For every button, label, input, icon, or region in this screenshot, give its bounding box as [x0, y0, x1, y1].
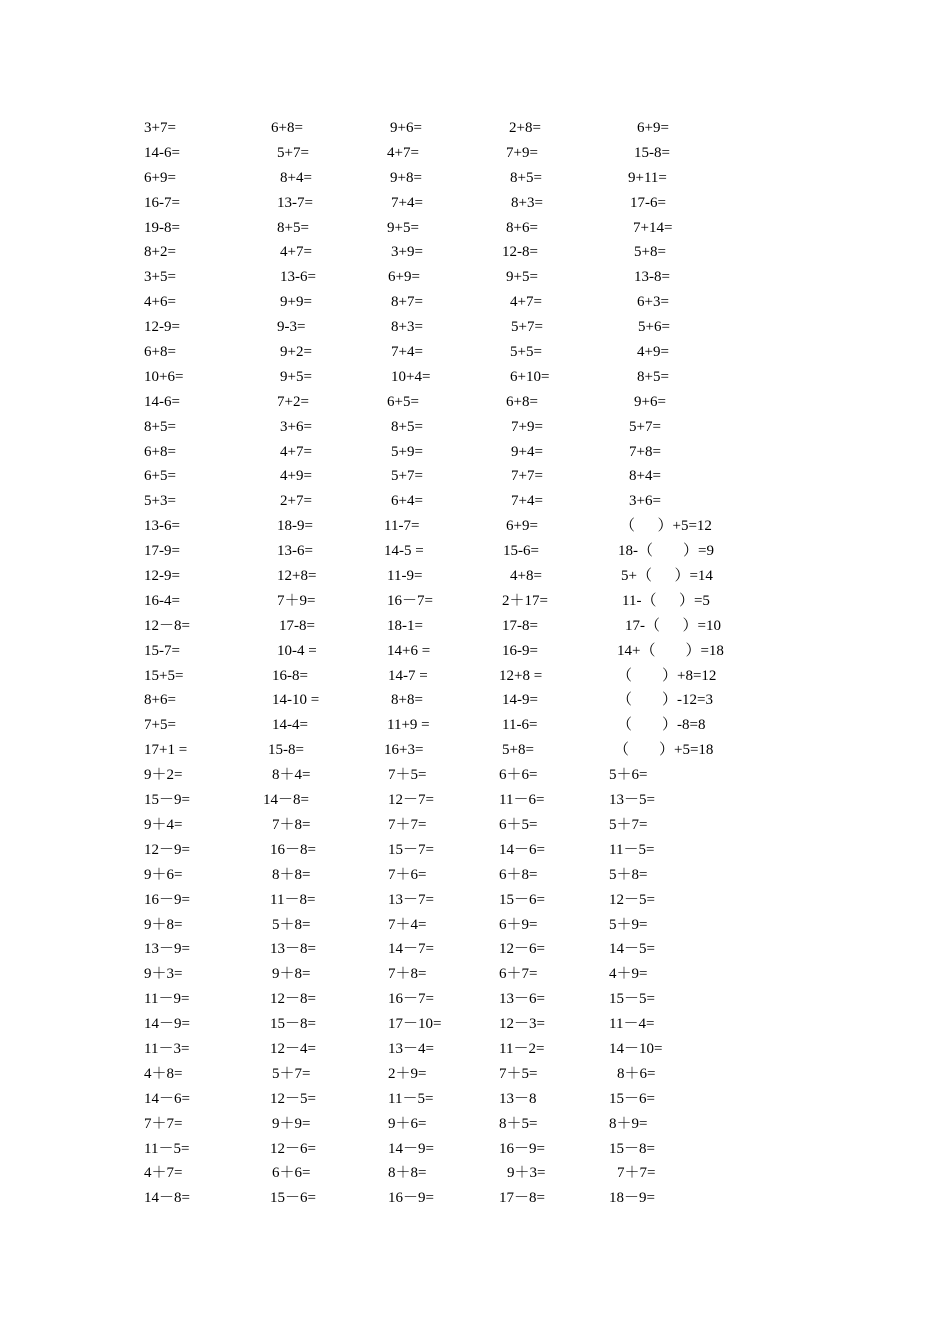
- math-problem: 11－5=: [388, 1090, 434, 1107]
- math-problem: 3+9=: [391, 244, 423, 261]
- math-problem: 16-9=: [502, 642, 538, 659]
- math-problem: 13-6=: [144, 518, 180, 535]
- math-problem: 8＋8=: [272, 866, 311, 883]
- math-problem: 11-9=: [387, 568, 423, 585]
- math-problem: 13－9=: [144, 941, 190, 958]
- worksheet-row: [0, 713, 950, 738]
- worksheet-row: [0, 1037, 950, 1062]
- math-problem: 15-6=: [503, 543, 539, 560]
- math-problem: 12－5=: [609, 891, 655, 908]
- worksheet-row: [0, 1012, 950, 1037]
- math-problem: 11－8=: [270, 891, 316, 908]
- math-problem: 16-4=: [144, 592, 180, 609]
- math-problem: 3+6=: [280, 418, 312, 435]
- math-problem: 7＋9=: [277, 592, 316, 609]
- math-problem: 11－6=: [499, 792, 545, 809]
- math-problem: 15－8=: [609, 1140, 655, 1157]
- math-problem: 10-4 =: [277, 642, 317, 659]
- math-problem: 8＋6=: [617, 1065, 656, 1082]
- math-problem: 11－3=: [144, 1040, 190, 1057]
- math-problem: 5＋7=: [272, 1065, 311, 1082]
- worksheet-row: [0, 141, 950, 166]
- math-problem: 12+8=: [277, 568, 317, 585]
- math-problem: 8+6=: [144, 692, 176, 709]
- math-problem: 13－7=: [388, 891, 434, 908]
- math-problem: 9+11=: [628, 169, 667, 186]
- math-problem: 8＋9=: [609, 1115, 648, 1132]
- math-problem: 5+7=: [629, 418, 661, 435]
- math-problem: 18-9=: [277, 518, 313, 535]
- math-problem: 4+7=: [387, 144, 419, 161]
- math-problem: 11-（ ）=5: [622, 592, 710, 609]
- math-problem: 5＋6=: [609, 767, 648, 784]
- math-problem: 16－8=: [270, 841, 316, 858]
- math-problem: 10+6=: [144, 368, 184, 385]
- math-problem: 8+3=: [391, 319, 423, 336]
- worksheet-row: [0, 863, 950, 888]
- math-problem: 9＋6=: [388, 1115, 427, 1132]
- math-problem: 9＋2=: [144, 767, 183, 784]
- math-problem: 5+7=: [277, 144, 309, 161]
- worksheet-row: [0, 489, 950, 514]
- math-problem: 4+8=: [510, 568, 542, 585]
- math-problem: 16-8=: [272, 667, 308, 684]
- math-problem: 5+8=: [634, 244, 666, 261]
- math-problem: 13-6=: [277, 543, 313, 560]
- math-problem: 6+3=: [637, 294, 669, 311]
- math-problem: 5＋9=: [609, 916, 648, 933]
- worksheet-row: [0, 639, 950, 664]
- worksheet-row: [0, 340, 950, 365]
- math-problem: 17+1 =: [144, 742, 188, 759]
- math-problem: 14-9=: [502, 692, 538, 709]
- math-problem: 16－7=: [387, 592, 433, 609]
- math-problem: 12+8 =: [499, 667, 543, 684]
- math-problem: 7＋7=: [144, 1115, 183, 1132]
- math-problem: 7+9=: [511, 418, 543, 435]
- math-problem: 14+（ ）=18: [617, 642, 724, 659]
- math-problem: 4＋9=: [609, 966, 648, 983]
- math-problem: 15-7=: [144, 642, 180, 659]
- worksheet-row: [0, 614, 950, 639]
- math-problem: 14－8=: [144, 1190, 190, 1207]
- math-problem: 6+8=: [506, 393, 538, 410]
- math-problem: 15－6=: [270, 1190, 316, 1207]
- math-problem: 8＋4=: [272, 767, 311, 784]
- math-problem: （ ）-12=3: [617, 692, 713, 709]
- math-problem: 13－5=: [609, 792, 655, 809]
- math-problem: 9+5=: [387, 219, 419, 236]
- math-problem: 14－6=: [499, 841, 545, 858]
- math-problem: 12－8=: [270, 991, 316, 1008]
- worksheet-row: [0, 240, 950, 265]
- arithmetic-worksheet: [0, 116, 950, 1211]
- math-problem: 5＋7=: [609, 816, 648, 833]
- math-problem: 15-8=: [634, 144, 670, 161]
- worksheet-row: [0, 962, 950, 987]
- math-problem: 5+9=: [391, 443, 423, 460]
- math-problem: 12－6=: [499, 941, 545, 958]
- math-problem: 4+6=: [144, 294, 176, 311]
- math-problem: 6＋7=: [499, 966, 538, 983]
- math-problem: 16－9=: [144, 891, 190, 908]
- math-problem: 14-10 =: [272, 692, 320, 709]
- math-problem: 9-3=: [277, 319, 306, 336]
- math-problem: 11－4=: [609, 1016, 655, 1033]
- math-problem: 7+4=: [511, 493, 543, 510]
- math-problem: 7+9=: [506, 144, 538, 161]
- math-problem: 6+8=: [144, 443, 176, 460]
- math-problem: 4+9=: [280, 468, 312, 485]
- worksheet-row: [0, 888, 950, 913]
- math-problem: 12－5=: [270, 1090, 316, 1107]
- math-problem: 11－5=: [609, 841, 655, 858]
- math-problem: 7+4=: [391, 344, 423, 361]
- math-problem: 18-1=: [387, 617, 423, 634]
- math-problem: 15－8=: [270, 1016, 316, 1033]
- math-problem: 6＋6=: [499, 767, 538, 784]
- worksheet-row: [0, 788, 950, 813]
- math-problem: 7＋7=: [617, 1165, 656, 1182]
- math-problem: 18－9=: [609, 1190, 655, 1207]
- math-problem: 8+2=: [144, 244, 176, 261]
- math-problem: 7+2=: [277, 393, 309, 410]
- math-problem: 11-6=: [502, 717, 538, 734]
- math-problem: 7＋8=: [388, 966, 427, 983]
- math-problem: 6+10=: [510, 368, 550, 385]
- math-problem: 11－5=: [144, 1140, 190, 1157]
- worksheet-row: [0, 415, 950, 440]
- math-problem: 16－9=: [388, 1190, 434, 1207]
- math-problem: 15-8=: [268, 742, 304, 759]
- worksheet-row: [0, 1161, 950, 1186]
- math-problem: 11-7=: [384, 518, 420, 535]
- math-problem: 7＋6=: [388, 866, 427, 883]
- math-problem: 9+4=: [511, 443, 543, 460]
- worksheet-row: [0, 1062, 950, 1087]
- math-problem: 7+8=: [629, 443, 661, 460]
- worksheet-row: [0, 589, 950, 614]
- math-problem: 14－5=: [609, 941, 655, 958]
- math-problem: 14－10=: [609, 1040, 663, 1057]
- worksheet-row: [0, 290, 950, 315]
- worksheet-row: [0, 937, 950, 962]
- math-problem: 4+7=: [280, 443, 312, 460]
- math-problem: 14-6=: [144, 144, 180, 161]
- math-problem: 9＋9=: [272, 1115, 311, 1132]
- math-problem: 6+8=: [271, 120, 303, 136]
- math-problem: 8+8=: [391, 692, 423, 709]
- worksheet-row: [0, 564, 950, 589]
- math-problem: 16+3=: [384, 742, 424, 759]
- math-problem: 8+5=: [391, 418, 423, 435]
- worksheet-row: [0, 1087, 950, 1112]
- math-problem: 5+8=: [502, 742, 534, 759]
- math-problem: 13－8: [499, 1090, 537, 1107]
- math-problem: 5+3=: [144, 493, 176, 510]
- math-problem: 12－4=: [270, 1040, 316, 1057]
- math-problem: （ ）-8=8: [617, 717, 706, 734]
- math-problem: 8+7=: [391, 294, 423, 311]
- worksheet-row: [0, 315, 950, 340]
- math-problem: 17-8=: [502, 617, 538, 634]
- math-problem: 5+7=: [511, 319, 543, 336]
- math-problem: 12-8=: [502, 244, 538, 261]
- math-problem: 8+5=: [144, 418, 176, 435]
- math-problem: 13-7=: [277, 194, 313, 211]
- math-problem: 15－7=: [388, 841, 434, 858]
- math-problem: 14－8=: [263, 792, 309, 809]
- math-problem: 4+7=: [510, 294, 542, 311]
- math-problem: 11+9 =: [387, 717, 430, 734]
- worksheet-row: [0, 664, 950, 689]
- math-problem: 14-5 =: [384, 543, 424, 560]
- worksheet-row: [0, 166, 950, 191]
- math-problem: 16-7=: [144, 194, 180, 211]
- math-problem: 9＋3=: [144, 966, 183, 983]
- worksheet-row: [0, 191, 950, 216]
- math-problem: 12－7=: [388, 792, 434, 809]
- worksheet-row: [0, 365, 950, 390]
- math-problem: 7＋5=: [499, 1065, 538, 1082]
- math-problem: 9+6=: [634, 393, 666, 410]
- math-problem: 9+5=: [506, 269, 538, 286]
- math-problem: 8+5=: [637, 368, 669, 385]
- math-problem: 7＋5=: [388, 767, 427, 784]
- worksheet-row: [0, 1137, 950, 1162]
- worksheet-row: [0, 514, 950, 539]
- math-problem: 17-8=: [279, 617, 315, 634]
- worksheet-row: [0, 265, 950, 290]
- math-problem: 6＋8=: [499, 866, 538, 883]
- math-problem: 5+（ ）=14: [621, 568, 713, 585]
- math-problem: 8+3=: [511, 194, 543, 211]
- math-problem: 12－6=: [270, 1140, 316, 1157]
- math-problem: 17-9=: [144, 543, 180, 560]
- math-problem: 9+5=: [280, 368, 312, 385]
- math-problem: 3+7=: [144, 120, 176, 136]
- math-problem: 2＋9=: [388, 1065, 427, 1082]
- math-problem: 6+9=: [506, 518, 538, 535]
- math-problem: 8+4=: [629, 468, 661, 485]
- math-problem: 15－9=: [144, 792, 190, 809]
- math-problem: 4+7=: [280, 244, 312, 261]
- math-problem: 5＋8=: [609, 866, 648, 883]
- math-problem: 7＋4=: [388, 916, 427, 933]
- math-problem: 9+8=: [390, 169, 422, 186]
- math-problem: 12－8=: [144, 617, 190, 634]
- math-problem: 6+9=: [144, 169, 176, 186]
- math-problem: 6+5=: [387, 393, 419, 410]
- math-problem: 6+9=: [388, 269, 420, 286]
- math-problem: 9＋4=: [144, 816, 183, 833]
- math-problem: 13－4=: [388, 1040, 434, 1057]
- math-problem: 15－6=: [609, 1090, 655, 1107]
- math-problem: 4+9=: [637, 344, 669, 361]
- math-problem: 7＋7=: [388, 816, 427, 833]
- math-problem: 12－9=: [144, 841, 190, 858]
- worksheet-row: [0, 763, 950, 788]
- math-problem: 7+14=: [633, 219, 673, 236]
- math-problem: 13－8=: [270, 941, 316, 958]
- worksheet-row: [0, 688, 950, 713]
- math-problem: （ ）+5=12: [620, 518, 712, 535]
- math-problem: 9＋8=: [272, 966, 311, 983]
- math-problem: （ ）+8=12: [617, 667, 717, 684]
- math-problem: 5+7=: [391, 468, 423, 485]
- math-problem: 6+9=: [637, 120, 669, 136]
- math-problem: 3+5=: [144, 269, 176, 286]
- math-problem: 9＋8=: [144, 916, 183, 933]
- worksheet-row: [0, 539, 950, 564]
- worksheet-row: [0, 1112, 950, 1137]
- math-problem: 7+5=: [144, 717, 176, 734]
- math-problem: 8+6=: [506, 219, 538, 236]
- math-problem: 7+4=: [391, 194, 423, 211]
- math-problem: 14-6=: [144, 393, 180, 410]
- math-problem: 4＋8=: [144, 1065, 183, 1082]
- math-problem: 3+6=: [629, 493, 661, 510]
- math-problem: 2+8=: [509, 120, 541, 136]
- math-problem: 17-（ ）=10: [625, 617, 721, 634]
- math-problem: 8＋8=: [388, 1165, 427, 1182]
- math-problem: 12-9=: [144, 319, 180, 336]
- math-problem: 15+5=: [144, 667, 184, 684]
- math-problem: 17－10=: [388, 1016, 442, 1033]
- math-problem: 6＋5=: [499, 816, 538, 833]
- worksheet-row: [0, 216, 950, 241]
- math-problem: 8+5=: [277, 219, 309, 236]
- math-problem: 9+6=: [390, 120, 422, 136]
- math-problem: 6+4=: [391, 493, 423, 510]
- worksheet-row: [0, 913, 950, 938]
- worksheet-row: [0, 440, 950, 465]
- math-problem: 10+4=: [391, 368, 431, 385]
- worksheet-row: [0, 464, 950, 489]
- math-problem: 14-7 =: [388, 667, 428, 684]
- math-problem: 13-8=: [634, 269, 670, 286]
- math-problem: 5＋8=: [272, 916, 311, 933]
- math-problem: 9+9=: [280, 294, 312, 311]
- math-problem: 11－9=: [144, 991, 190, 1008]
- math-problem: 4＋7=: [144, 1165, 183, 1182]
- math-problem: 14－9=: [144, 1016, 190, 1033]
- math-problem: 17-6=: [630, 194, 666, 211]
- math-problem: 8＋5=: [499, 1115, 538, 1132]
- math-problem: 12-9=: [144, 568, 180, 585]
- math-problem: 12－3=: [499, 1016, 545, 1033]
- math-problem: 6＋9=: [499, 916, 538, 933]
- math-problem: 6＋6=: [272, 1165, 311, 1182]
- math-problem: 14-4=: [272, 717, 308, 734]
- math-problem: 9＋6=: [144, 866, 183, 883]
- math-problem: 19-8=: [144, 219, 180, 236]
- math-problem: 14－9=: [388, 1140, 434, 1157]
- math-problem: 8+4=: [280, 169, 312, 186]
- math-problem: 16－7=: [388, 991, 434, 1008]
- math-problem: 15－6=: [499, 891, 545, 908]
- math-problem: 9+2=: [280, 344, 312, 361]
- math-problem: 9＋3=: [507, 1165, 546, 1182]
- math-problem: 11－2=: [499, 1040, 545, 1057]
- math-problem: 15－5=: [609, 991, 655, 1008]
- worksheet-row: [0, 987, 950, 1012]
- math-problem: 5+6=: [638, 319, 670, 336]
- math-problem: 8+5=: [510, 169, 542, 186]
- math-problem: 13－6=: [499, 991, 545, 1008]
- worksheet-row: [0, 116, 950, 141]
- math-problem: 14－6=: [144, 1090, 190, 1107]
- math-problem: 7＋8=: [272, 816, 311, 833]
- math-problem: 13-6=: [280, 269, 316, 286]
- math-problem: 6+8=: [144, 344, 176, 361]
- math-problem: 14－7=: [388, 941, 434, 958]
- math-problem: 14+6 =: [387, 642, 431, 659]
- math-problem: 18-（ ）=9: [618, 543, 714, 560]
- math-problem: 16－9=: [499, 1140, 545, 1157]
- worksheet-row: [0, 838, 950, 863]
- worksheet-row: [0, 813, 950, 838]
- worksheet-row: [0, 738, 950, 763]
- worksheet-row: [0, 1186, 950, 1211]
- math-problem: （ ）+5=18: [614, 742, 714, 759]
- math-problem: 17－8=: [499, 1190, 545, 1207]
- math-problem: 7+7=: [511, 468, 543, 485]
- math-problem: 2＋17=: [502, 592, 548, 609]
- worksheet-row: [0, 390, 950, 415]
- math-problem: 2+7=: [280, 493, 312, 510]
- math-problem: 5+5=: [510, 344, 542, 361]
- math-problem: 6+5=: [144, 468, 176, 485]
